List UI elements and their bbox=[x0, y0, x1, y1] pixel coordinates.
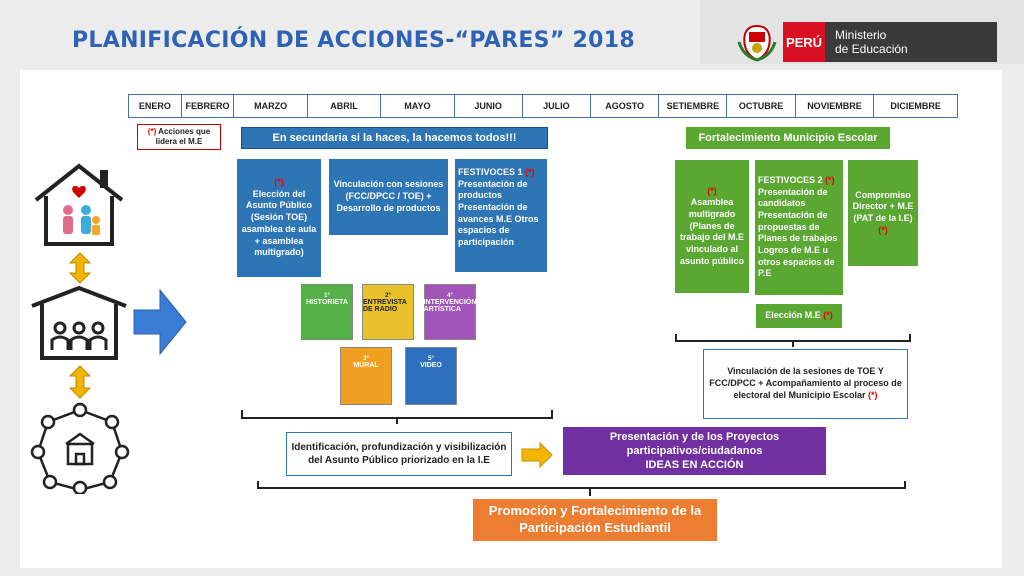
box-festivoces1-mark: (*) bbox=[525, 167, 535, 177]
box-asamblea-multigrado bbox=[675, 160, 749, 293]
box-festivoces1-text: Presentación de productos Presentación de avances M.E Otros espacios de participación bbox=[458, 178, 539, 248]
school-students-icon bbox=[28, 284, 130, 360]
month-abril: ABRIL bbox=[308, 95, 381, 117]
box-eleccion-me-mark: (*) bbox=[823, 310, 833, 321]
community-network-icon bbox=[30, 400, 130, 494]
box-festivoces-1 bbox=[455, 159, 547, 272]
ministry-label bbox=[825, 22, 997, 62]
box-compromiso-mark: (*) bbox=[878, 224, 888, 235]
box-eleccion-me-text: Elección M.E bbox=[765, 310, 824, 321]
legend-text: Acciones que lidera el M.E bbox=[155, 126, 211, 146]
book-entrevista-title: ENTREVISTA DE RADIO bbox=[363, 299, 407, 313]
ministry-line2: de Educación bbox=[835, 42, 908, 56]
month-agosto: AGOSTO bbox=[591, 95, 659, 117]
box-asamblea-mark: (*) bbox=[707, 185, 717, 196]
box-festivoces2-title: FESTIVOCES 2 bbox=[758, 174, 826, 185]
box-compromiso-director bbox=[848, 160, 918, 266]
book-entrevista bbox=[362, 284, 414, 340]
months-row bbox=[128, 94, 958, 118]
book-entrevista-num: 2° bbox=[385, 293, 391, 299]
box-festivoces1-title: FESTIVOCES 1 bbox=[458, 167, 526, 177]
box-vinculacion-toe bbox=[703, 349, 908, 419]
legend-mark: (*) bbox=[147, 126, 157, 136]
month-marzo: MARZO bbox=[234, 95, 307, 117]
book-video-title: VIDEO bbox=[420, 362, 442, 369]
book-mural bbox=[340, 347, 392, 405]
box-festivoces2-mark: (*) bbox=[825, 174, 835, 185]
box-eleccion-asunto bbox=[237, 159, 321, 277]
book-mural-num: 3° bbox=[363, 356, 369, 362]
book-video-num: 5° bbox=[428, 356, 434, 362]
peru-label: PERÚ bbox=[783, 22, 825, 62]
book-intervencion-num: 4° bbox=[447, 293, 453, 299]
book-intervencion-title: INTERVENCIÓN ARTÍSTICA bbox=[423, 299, 477, 313]
box-eleccion-text: Elección del Asunto Público (Sesión TOE) asamblea de aula + asamblea multigrado) bbox=[241, 188, 317, 258]
month-mayo: MAYO bbox=[381, 95, 454, 117]
ministry-logo bbox=[735, 22, 997, 62]
banner-secundaria: En secundaria si la haces, la hacemos todos!!! bbox=[241, 127, 548, 149]
box-presentacion-proyectos bbox=[563, 427, 826, 475]
book-historieta-num: 1° bbox=[324, 293, 330, 299]
box-presentacion-line2: IDEAS EN ACCIÓN bbox=[645, 459, 744, 472]
banner-fortalecimiento: Fortalecimiento Municipio Escolar bbox=[686, 127, 890, 149]
box-vinculacion-toe-mark: (*) bbox=[868, 389, 878, 400]
ministry-line1: Ministerio bbox=[835, 28, 887, 42]
box-festivoces2-text: Presentación de candidatos Presentación de propuestas de Planes de trabajos Logros de M.E u otros espacios de P.E bbox=[758, 186, 838, 279]
page-title: PLANIFICACIÓN DE ACCIONES-“PARES” 2018 bbox=[72, 28, 635, 53]
box-festivoces-2 bbox=[755, 160, 843, 295]
box-identificacion: Identificación, profundización y visibilización del Asunto Público priorizado en la I.E bbox=[286, 432, 512, 476]
box-presentacion-line1: Presentación y de los Proyectos participativos/ciudadanos bbox=[609, 430, 780, 457]
book-video bbox=[405, 347, 457, 405]
month-setiembre: SETIEMBRE bbox=[659, 95, 727, 117]
box-vinculacion-toe-text: Vinculación de la sesiones de TOE Y FCC/DPCC + Acompañamiento al proceso de electoral del Municipio Escolar bbox=[709, 366, 902, 400]
box-eleccion-me bbox=[756, 304, 842, 328]
box-asamblea-text: Asamblea multigrado (Planes de trabajo del M.E vinculado al asunto público bbox=[679, 197, 744, 266]
month-octubre: OCTUBRE bbox=[727, 95, 795, 117]
box-eleccion-mark: (*) bbox=[274, 177, 284, 188]
box-promocion: Promoción y Fortalecimiento de la Participación Estudiantil bbox=[473, 499, 717, 541]
book-historieta-title: HISTORIETA bbox=[306, 299, 348, 306]
month-julio: JULIO bbox=[523, 95, 591, 117]
book-intervencion bbox=[424, 284, 476, 340]
month-diciembre: DICIEMBRE bbox=[874, 95, 957, 117]
book-historieta bbox=[301, 284, 353, 340]
peru-shield-icon bbox=[735, 22, 779, 62]
house-family-icon bbox=[30, 160, 128, 248]
legend-box bbox=[137, 124, 221, 150]
box-compromiso-text: Compromiso Director + M.E (PAT de la I.E) bbox=[852, 189, 914, 223]
box-vinculacion-sesiones: Vinculación con sesiones (FCC/DPCC / TOE) + Desarrollo de productos bbox=[329, 159, 448, 235]
book-mural-title: MURAL bbox=[353, 362, 379, 369]
month-junio: JUNIO bbox=[455, 95, 523, 117]
month-enero: ENERO bbox=[129, 95, 182, 117]
month-noviembre: NOVIEMBRE bbox=[796, 95, 875, 117]
month-febrero: FEBRERO bbox=[182, 95, 235, 117]
